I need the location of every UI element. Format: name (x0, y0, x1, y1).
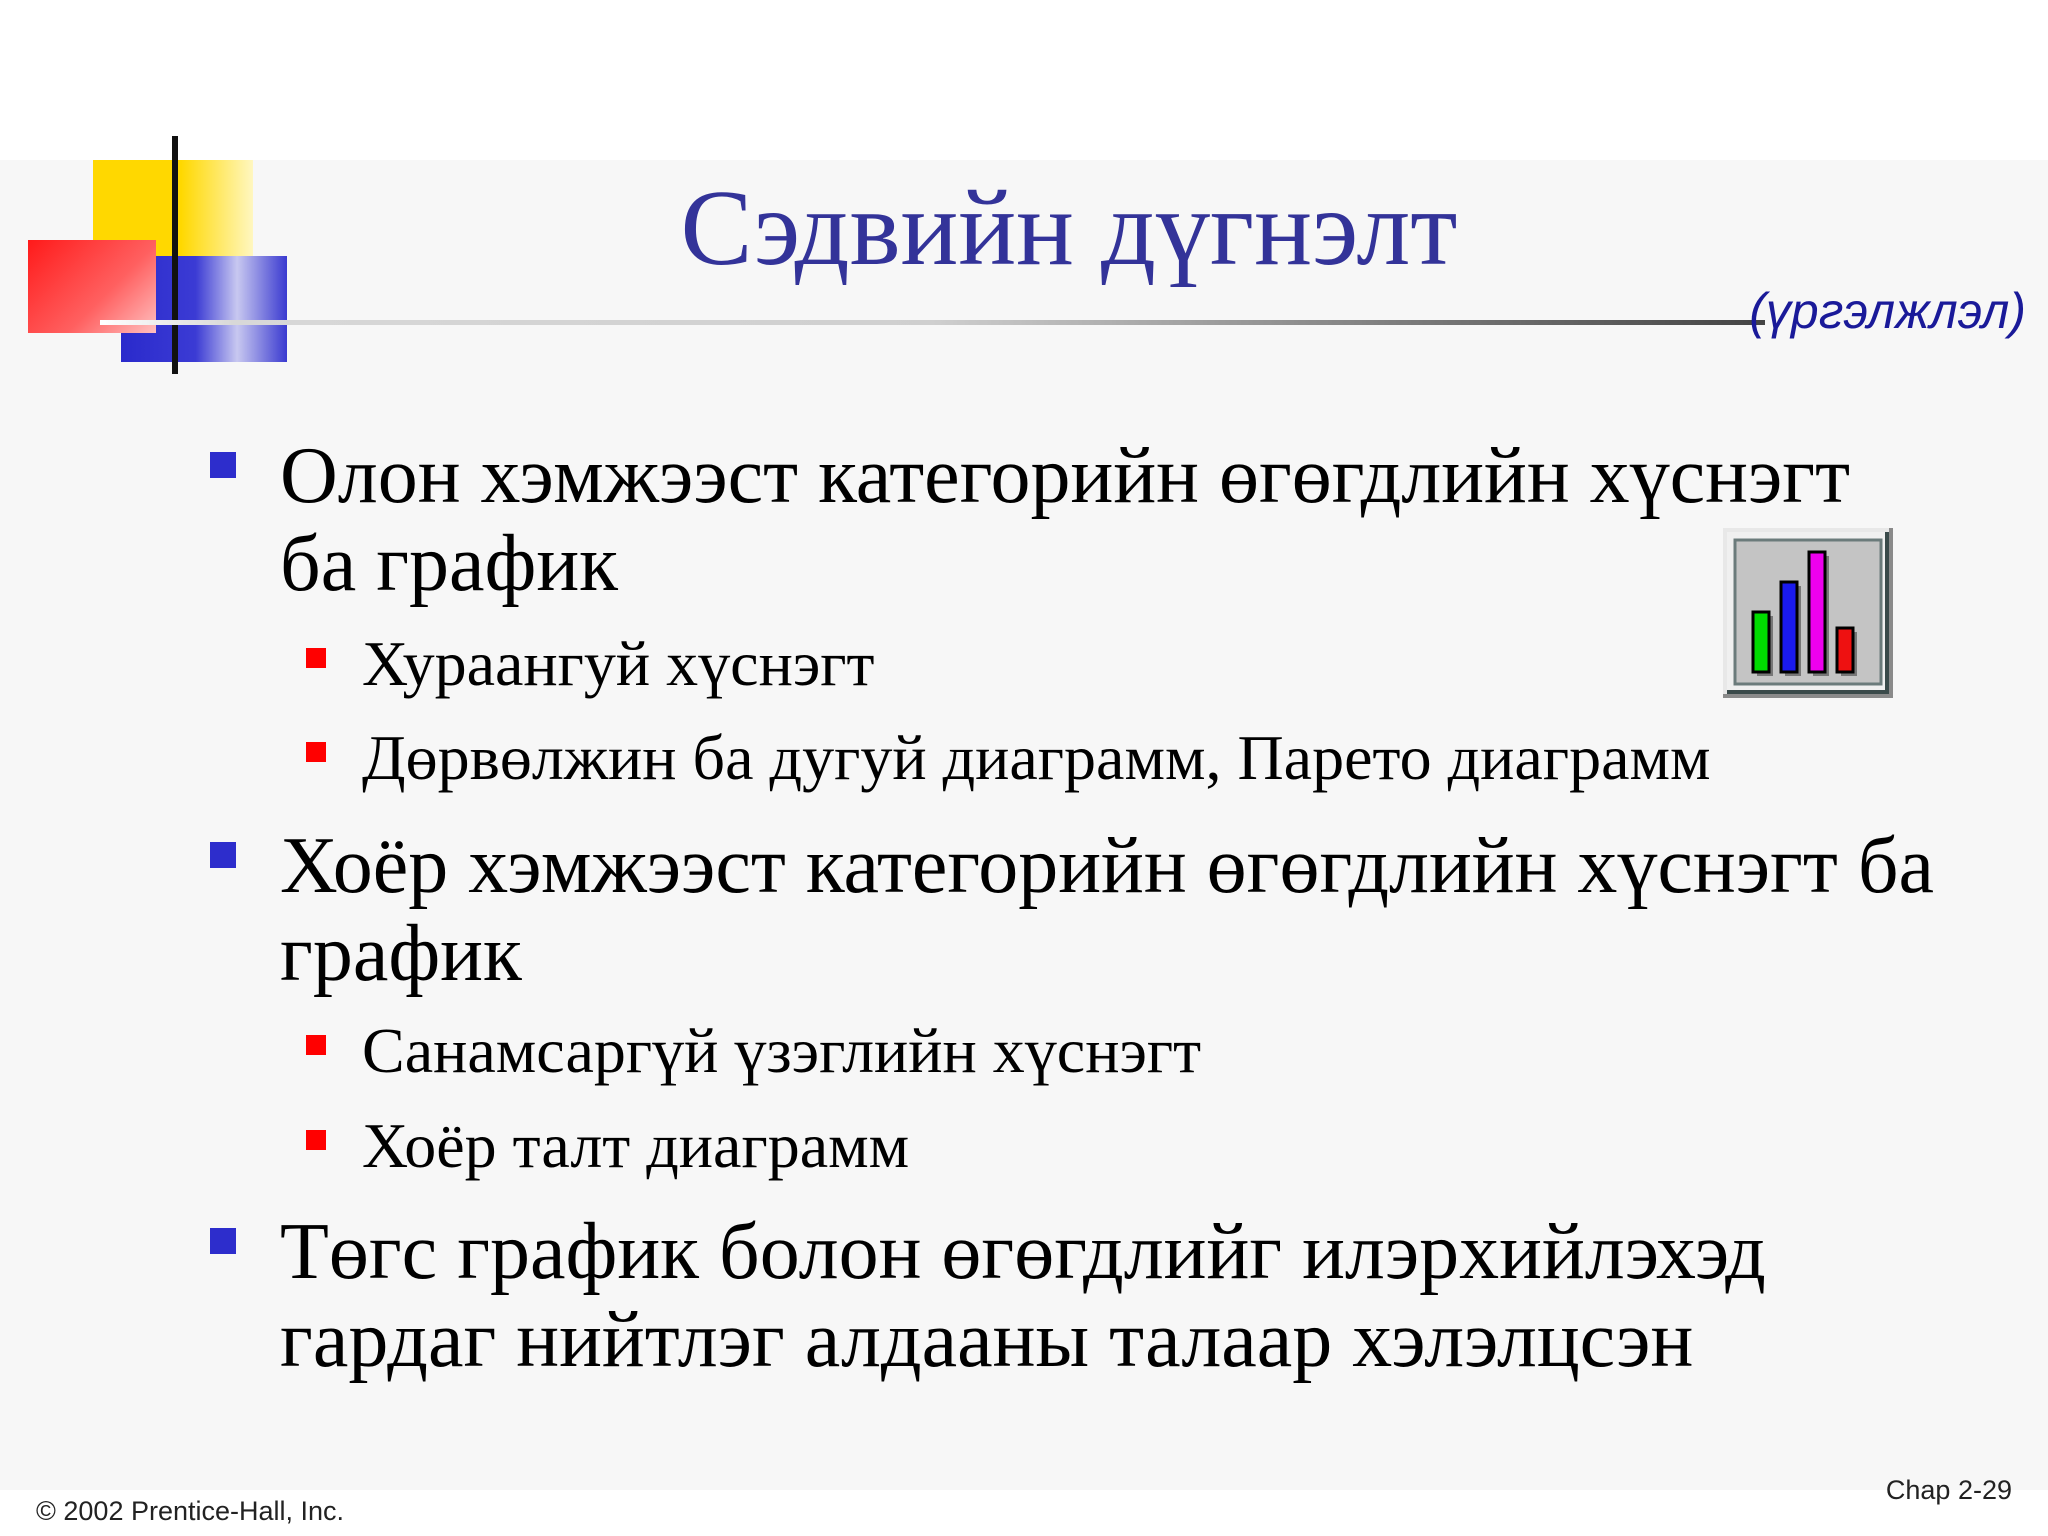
slide-subtitle: (үргэлжлэл) (1749, 283, 2026, 339)
bullet-item: Төгс график болон өгөгдлийг илэрхийлэхэд гардаг нийтлэг алдааны талаар хэлэлцсэн (280, 1208, 1766, 1384)
page-number: Chap 2-29 (1885, 1475, 2012, 1505)
slide-title: Сэдвийн дүгнэлт (680, 169, 1458, 288)
bullet-item: Олон хэмжээст категорийн өгөгдлийн хүснэгт ба график (280, 432, 1851, 608)
bar-chart-icon (1723, 528, 1893, 698)
sub-bullet-item: Санамсаргүй үзэглийн хүснэгт (362, 1015, 1202, 1086)
sub-bullet-marker (306, 742, 326, 762)
sub-bullet-marker (306, 648, 326, 668)
sub-bullet-item: Хураангуй хүснэгт (362, 628, 875, 699)
copyright-text: © 2002 Prentice-Hall, Inc. (36, 1496, 345, 1526)
sub-bullet-item: Дөрвөлжин ба дугуй диаграмм, Парето диаграмм (362, 722, 1711, 793)
bullet-marker (210, 842, 236, 868)
sub-bullet-item: Хоёр талт диаграмм (362, 1110, 910, 1181)
sub-bullet-marker (306, 1130, 326, 1150)
sub-bullet-marker (306, 1035, 326, 1055)
bullet-item: Хоёр хэмжээст категорийн өгөгдлийн хүснэгт ба график (280, 822, 1935, 998)
bullet-marker (210, 1228, 236, 1254)
bullet-marker (210, 452, 236, 478)
